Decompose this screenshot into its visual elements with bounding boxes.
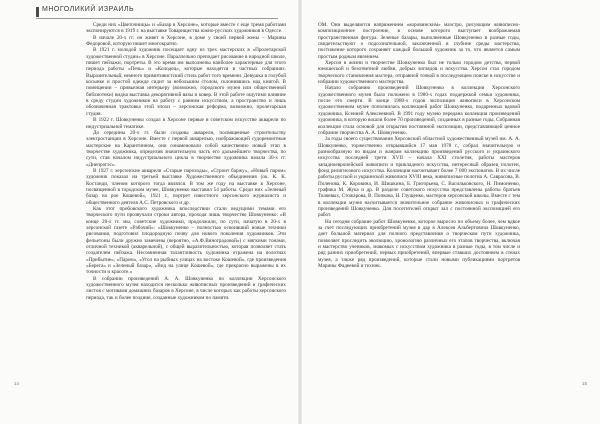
paragraph: Среди них «Цветочницы» и «Базар в Херсоне», которые вместе с еще тремя работами экспонируются в 1919 г. на выставке Товарищества южно-русских художников в Одессе.	[86, 22, 286, 35]
paragraph: В начале 20-х гг. он живет в Херсоне, в доме у своей первой жены – Марины Федоровой, которую пишет многократно.	[86, 34, 286, 48]
running-header	[0, 0, 300, 14]
page-number-left: 14	[14, 381, 20, 386]
page-number-right: 15	[582, 381, 588, 386]
paragraph: В 1922 г. Шовкуненко создал в Херсоне первые в советском искусстве акварели по индустриальной тематике.	[86, 117, 286, 130]
right-page	[300, 0, 600, 424]
left-text-column	[86, 22, 286, 301]
paragraph: Начало собранию произведений Шовкуненко в коллекции Херсонского художественного музея было положено в 1980-х годах поддержкой семьи художника, после его смерти. В конце 1980-х годов экспозиция живописи в Херсонском художественном музее пополнилась коллекцией работ Шовкуненко, подаренных вдовой художника, Ксенией Алексеевной. В 1991 году музею передана коллекция произведений художника, в которую вошли более 70 произведений, созданных в разные годы. Собранная коллекция стала основой для открытия постоянной экспозиции, представляющей ценное собрание творчества А. А. Шовкуненко.	[318, 85, 520, 136]
paragraph: В 1921 г. молодой художник посещает одну из трех мастерских в «Пролетарской художественной студии» в Херсоне. Параллельно преподает рисование в народной школе, пишет пейзажи, портреты. В это время им выполнены наиболее характерные для этого периода работы «Печь» и «Колодец», которые находятся в частных собраниях. Выразительный, немного примитивистский стиль работ того времени. Девушка в голубой косынке и простой одежде сидит за небольшим столом, склонившись над книгой. В помещении – привычная интерьеру (возможно, городского музея или общественной библиотеки) видна выставка декоративной вазы и ковер. В этой работе ощутимо влияние в среду студии художников на работу с ранним искусством, а пространство и лишь обозначенная трактовка этой эпохи – херсонская реформа, возможно, пролетарская студия.	[86, 47, 286, 117]
book-gutter	[298, 0, 302, 424]
running-title: МНОГОЛИКИЙ ИЗРАИЛЬ	[42, 6, 135, 13]
paragraph: Херсон в жизни и творчестве Шовкуненко был не только городом детства, первой юношеской и безответной любви, добрых взглядов и искусства. Херсон стал городом творческого становления мастера, отправной точкой в последующем поиске в искусстве и избрании художественного мастерства.	[318, 60, 520, 86]
header-marker	[36, 7, 39, 17]
paragraph: В собрании произведений А. А. Шовкуненко по коллекции Херсонского художественного музея находится несколько живописных произведений и графических листов с мотивами домашних базаров в Херсоне, в числе которых как работы херсонского периода, так и более поздние, созданные художником по памяти.	[86, 275, 286, 301]
paragraph: За годы своего существования Херсонский областной художественный музей им. А. А. Шовкуненко, торжественно открывшийся 17 мая 1978 г., собрал значительную и разнообразную по видам и жанрам коллекцию произведений русского и украинского искусства последней трети XVII – начала XXI столетия, работы мастеров западноевропейской живописи и прикладного искусства, интересный образец полотен, фонд религиозного искусства. Коллекция насчитывает более 7 000 экспонатов. В их числе работы русской и украинской живописи XVIII века, живописные полотна А. Саврасова, В. Поленова, К. Коровина, И. Шишкина, Б. Григорьева, С. Васильковского, Н. Пимоненко, графика М. Жука и др. В разделе советского искусства представлены работы братьев Ткачевых, Стожарова, В. Попкова, Н. Глущенко, мастеров херсонской школы. Вместе с тем в коллекции музея насчитывается значительное собрание живописных и графических произведений Шовкуненко. Для посетителей открыт зал с постоянной экспозицией его работ.	[318, 136, 520, 219]
right-text-column	[318, 22, 520, 269]
paragraph: До середины 20-х гг. были созданы акварели, посвященные строительству электростанции в Херсоне. Вместе с первой акварелью, изображающей судоремонтные мастерские на Карантинном, они ознаменовали собой качественно новый этап в творчестве художника, определив значительную часть его дальнейшего творчества, по сути, став началом индустриального цикла в творчестве художника начала 30-х гг. «Днепрогэс».	[86, 129, 286, 168]
paragraph: ОМ. Они выделяются напряжением «коровинским» маэстро, рисующим живописно-композиционное построение, в основе которого выступает воображаемая пространственная фигура. Зеленые базары, выполненные Шовкуненко в разные годы, свидетельствуют о подсознательной, заключенной в глубине среды мастерства, постижение которого сохраняет каждый большой художник за то, что является самым простым родным явлением.	[318, 22, 520, 60]
paragraph: Как этот пробовского художника впоследствии стали ведущими темами его творческого пути прозвучали строки автора, проходя лишь творчество Шовкуненко: «В конце 20-х гг. мы, советские художники, продолжили, по сути, начатую в 20-х в херсонской газете «Рабочий»: «Шовкуненко – полностью освоивший новые техники рисования, подготовил плодородную почву для нового поколения художников. Эти фельетоны были дружно замечены (вероятно, «А.Ф.Виноградовой») с мягкими тонами, отличной техникой (акварельной), с общей выразительностью, которая позволяет стать создателем пейзажа. Несомненная талантливость художника отражена на полотнах «Прибытие», «Паром», «Угол на рыбных улицах на востоке Кошевой», где произведения «Берега» и «Зеленый базар», «Вид на улице Кошевой», где прекрасно выражены в их точности и красоте.»	[86, 205, 286, 276]
paragraph: На сегодня собрание работ Шовкуненко, которое выросло по объему более, чем вдвое за счет последующих приобретений музея в дар в Алексея Альбертовича Шовкуненко, дает большой материал для полного представления о творческом пути художника, позволяет проследить эволюцию, хронологию различных его этапов творчества, включая и мастерство учеников, знакомых с искусством художника в разные годы, в том числе и ряд ранних приобретений, первых приобретений, впервые ставших достоянием в стенах музея, а также ряд произведений, которые стали новыми публикациями портретов Марины Фадеевой и техник.	[318, 218, 520, 270]
paragraph: В 1927 г. херсонские акварели «Старые пароходы», «Строит баржу», «Новый паром» художник показал на третьей выставке Художественного объединения (ок. К. К. Костанди, членом которого тогда являлся. В том же году на выставке в Херсоне, посвященной в городском музее, Шовкуненко выставил 54 работы. Среди них «Зеленый базар на рое Кошевой», 1921 г., портрет известного херсонского журналиста и общественного деятеля А.С. Петровского и др.	[86, 167, 286, 206]
header-rule	[36, 18, 278, 19]
